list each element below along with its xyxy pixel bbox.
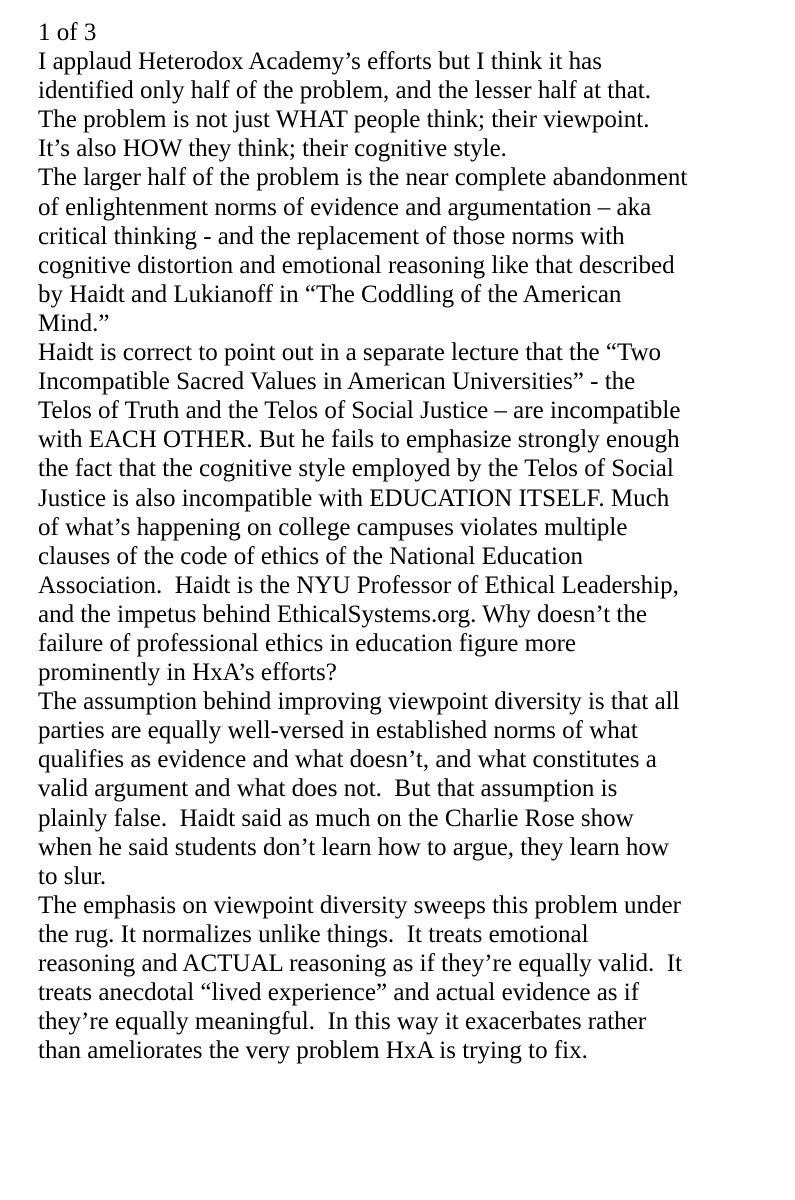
- text-line: parties are equally well-versed in established norms of what: [38, 717, 638, 745]
- text-line: and the impetus behind EthicalSystems.org. Why doesn’t the: [38, 600, 647, 628]
- text-line: The assumption behind improving viewpoint diversity is that all: [38, 688, 680, 716]
- text-line: than ameliorates the very problem HxA is trying to fix.: [38, 1037, 588, 1065]
- text-line: The problem is not just WHAT people think; their viewpoint.: [38, 106, 650, 134]
- page-marker: 1 of 3: [38, 19, 97, 46]
- text-line: to slur.: [38, 862, 107, 890]
- text-line: critical thinking - and the replacement of those norms with: [38, 222, 625, 250]
- text-line: valid argument and what does not. But that assumption is: [38, 775, 618, 803]
- text-line: by Haidt and Lukianoff in “The Coddling of the American: [38, 280, 622, 308]
- text-line: The larger half of the problem is the near complete abandonment: [38, 164, 688, 192]
- text-line: prominently in HxA’s efforts?: [38, 659, 337, 687]
- text-line: The emphasis on viewpoint diversity sweeps this problem under: [38, 891, 681, 919]
- text-line: when he said students don’t learn how to argue, they learn how: [38, 833, 669, 861]
- text-line: of what’s happening on college campuses violates multiple: [38, 513, 628, 541]
- text-line: Mind.”: [38, 309, 110, 337]
- text-line: of enlightenment norms of evidence and argumentation – aka: [38, 193, 652, 221]
- text-line: cognitive distortion and emotional reasoning like that described: [38, 251, 675, 279]
- text-line: failure of professional ethics in education figure more: [38, 629, 577, 657]
- text-line: treats anecdotal “lived experience” and actual evidence as if: [38, 979, 640, 1007]
- text-line: It’s also HOW they think; their cognitive style.: [38, 135, 507, 163]
- text-line: they’re equally meaningful. In this way it exacerbates rather: [38, 1008, 647, 1036]
- text-line: the rug. It normalizes unlike things. It treats emotional: [38, 920, 589, 948]
- text-line: Haidt is correct to point out in a separate lecture that the “Two: [38, 339, 662, 367]
- text-line: I applaud Heterodox Academy’s efforts but I think it has: [38, 48, 602, 76]
- text-line: plainly false. Haidt said as much on the Charlie Rose show: [38, 804, 634, 832]
- text-line: Incompatible Sacred Values in American Universities” - the: [38, 368, 636, 396]
- text-line: reasoning and ACTUAL reasoning as if they’re equally valid. It: [38, 950, 683, 977]
- text-line: with EACH OTHER. But he fails to emphasize strongly enough: [38, 426, 680, 454]
- text-line: Justice is also incompatible with EDUCATION ITSELF. Much: [38, 484, 670, 512]
- text-line: clauses of the code of ethics of the National Education: [38, 542, 583, 570]
- text-line: Telos of Truth and the Telos of Social Justice – are incompatible: [38, 397, 681, 425]
- text-line: the fact that the cognitive style employed by the Telos of Social: [38, 455, 674, 483]
- text-line: qualifies as evidence and what doesn’t, and what constitutes a: [38, 746, 657, 774]
- text-line: identified only half of the problem, and the lesser half at that.: [38, 77, 652, 105]
- document-body: [38, 18, 790, 1065]
- text-line: Association. Haidt is the NYU Professor of Ethical Leadership,: [38, 571, 679, 599]
